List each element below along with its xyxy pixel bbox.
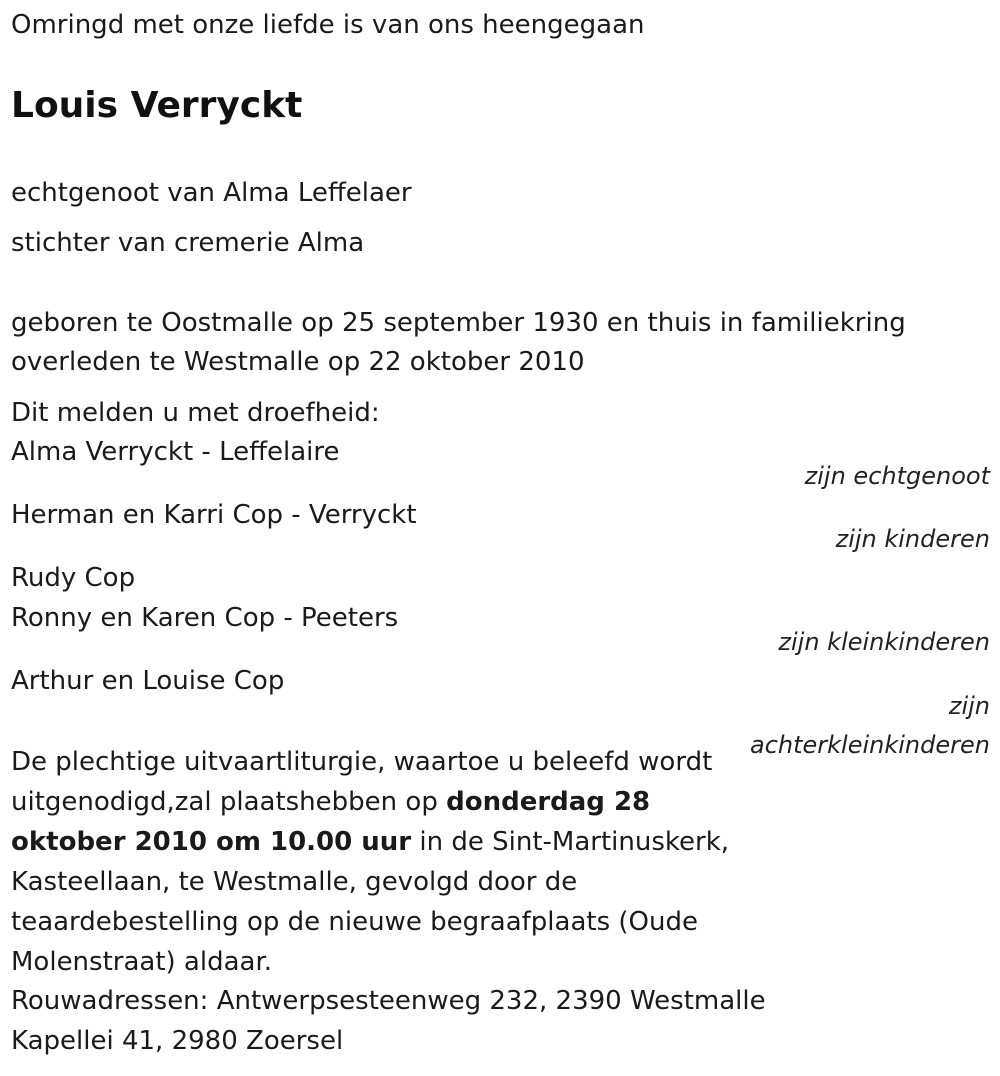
mourner-name: Ronny en Karen Cop - Peeters [11, 603, 399, 633]
mourner-role: zijn [948, 692, 990, 720]
intro-text: Omringd met onze liefde is van ons heengegaan [11, 10, 645, 40]
deceased-name: Louis Verryckt [11, 85, 303, 126]
funeral-text: in de Sint-Martinuskerk, Kasteellaan, te Westmalle, gevolgd door de teaardebestelling op de nieuwe begraafplaats (Oude Molenstraat) aldaar. [11, 827, 730, 977]
funeral-paragraph [11, 742, 731, 982]
mourner-role: zijn kleinkinderen [778, 628, 990, 656]
funeral-text: De plechtige uitvaartliturgie, waartoe u beleefd wordt uitgenodigd,zal plaatshebben op [11, 747, 713, 817]
mourner-name: Rudy Cop [11, 563, 136, 593]
mourner-role: achterkleinkinderen [750, 731, 990, 759]
address-line: Rouwadressen: Antwerpsesteenweg 232, 2390 Westmalle [11, 986, 766, 1016]
founder-line: stichter van cremerie Alma [11, 228, 365, 258]
mourner-role: zijn echtgenoot [804, 462, 990, 490]
born-line: geboren te Oostmalle op 25 september 1930 en thuis in familiekring [11, 308, 906, 338]
mourner-name: Arthur en Louise Cop [11, 666, 285, 696]
announce-intro: Dit melden u met droefheid: [11, 398, 380, 428]
funeral-date: donderdag 28 oktober 2010 om 10.00 uur [11, 787, 651, 857]
mourner-name: Alma Verryckt - Leffelaire [11, 437, 340, 467]
address-line: Kapellei 41, 2980 Zoersel [11, 1026, 344, 1056]
spouse-line: echtgenoot van Alma Leffelaer [11, 178, 412, 208]
died-line: overleden te Westmalle op 22 oktober 2010 [11, 347, 585, 377]
mourner-name: Herman en Karri Cop - Verryckt [11, 500, 417, 530]
mourner-role: zijn kinderen [835, 525, 990, 553]
